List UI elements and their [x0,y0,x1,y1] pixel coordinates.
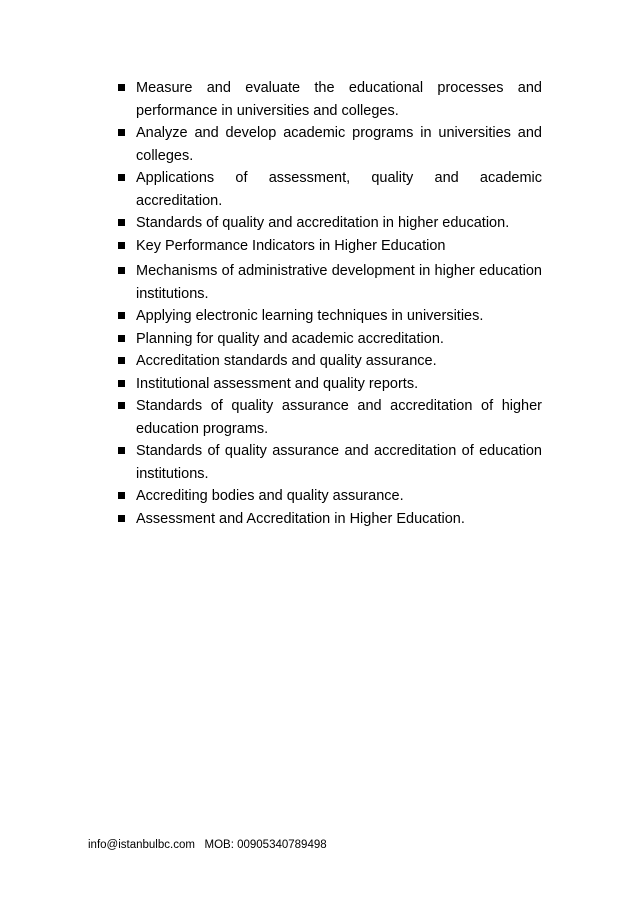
square-bullet-icon [118,84,125,91]
square-bullet-icon [118,402,125,409]
list-item [118,508,542,531]
square-bullet-icon [118,447,125,454]
square-bullet-icon [118,492,125,499]
list-item-text: Assessment and Accreditation in Higher Education. [136,510,465,527]
square-bullet-icon [118,312,125,319]
list-item [118,212,542,235]
list-item-text: Mechanisms of administrative development in higher education institutions. [136,263,542,302]
list-item-text: Standards of quality and accreditation in higher education. [136,215,510,231]
list-item-text: Institutional assessment and quality reports. [136,375,419,392]
square-bullet-icon [118,219,125,226]
page-footer-contact: info@istanbulbc.com MOB: 00905340789498 [88,839,327,851]
list-item [118,260,542,305]
list-item-text: Standards of quality assurance and accreditation of higher education programs. [136,398,542,437]
list-item [118,350,542,373]
topics-bullet-list [118,77,542,530]
square-bullet-icon [118,515,125,522]
list-item [118,167,542,212]
list-item-text: Planning for quality and academic accreditation. [136,330,444,347]
list-item-text: Analyze and develop academic programs in universities and colleges. [136,125,542,164]
square-bullet-icon [118,335,125,342]
square-bullet-icon [118,174,125,181]
list-item-text: Accrediting bodies and quality assurance. [136,488,404,504]
list-item-text: Measure and evaluate the educational processes and performance in universities and colleges. [136,80,542,119]
list-item [118,395,542,440]
list-item-text: Standards of quality assurance and accreditation of education institutions. [136,443,542,482]
square-bullet-icon [118,129,125,136]
list-item [118,77,542,122]
square-bullet-icon [118,267,125,274]
list-item-text: Key Performance Indicators in Higher Education [136,237,446,254]
list-item [118,373,542,396]
square-bullet-icon [118,380,125,387]
list-item [118,440,542,485]
list-item [118,485,542,508]
list-item-text: Accreditation standards and quality assurance. [136,353,437,369]
list-item-text: Applications of assessment, quality and academic accreditation. [136,170,542,209]
list-item [118,122,542,167]
list-item [118,305,542,328]
list-item [118,235,542,258]
list-item-text: Applying electronic learning techniques in universities. [136,308,484,324]
square-bullet-icon [118,242,125,249]
list-item [118,328,542,351]
square-bullet-icon [118,357,125,364]
